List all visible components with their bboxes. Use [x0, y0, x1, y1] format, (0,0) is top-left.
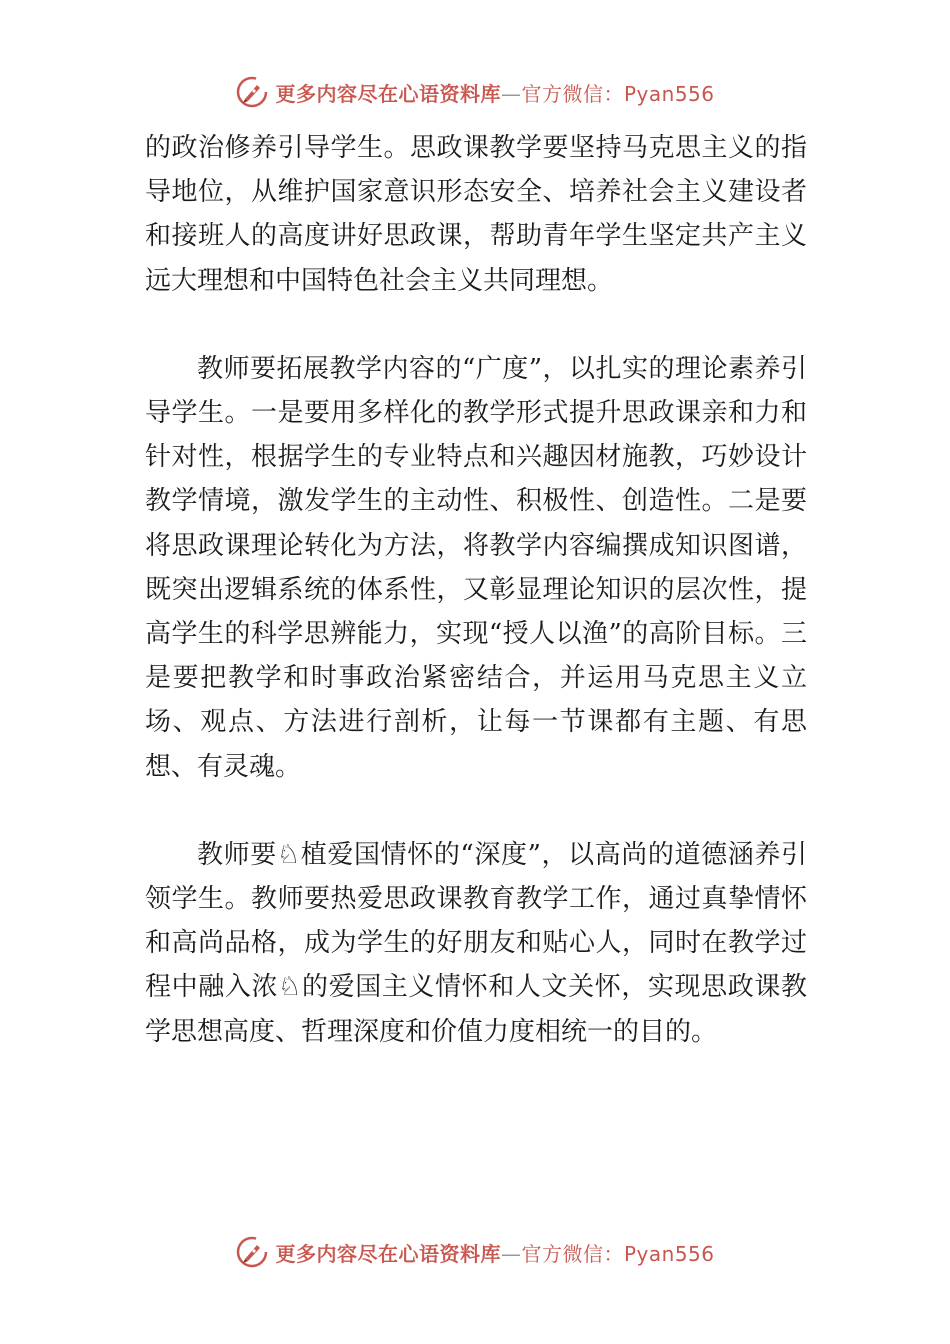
watermark-site: 更多内容尽在心语资料库 — [275, 1241, 501, 1266]
paragraph-1: 的政治修养引导学生。思政课教学要坚持马克思主义的指导地位，从维护国家意识形态安全、培养社会主义建设者和接班人的高度讲好思政课，帮助青年学生坚定共产主义远大理想和中国特色社会主义共同理想。 — [145, 133, 807, 296]
document-body — [145, 126, 807, 1098]
watermark-separator: — — [500, 81, 522, 106]
paragraph-3: 教师要♘植爱国情怀的“深度”，以高尚的道德涵养引领学生。教师要热爱思政课教育教学工作，通过真挚情怀和高尚品格，成为学生的好朋友和贴心人，同时在教学过程中融入浓♘的爱国主义情怀和人文关怀，实现思政课教学思想高度、哲理深度和价值力度相统一的目的。 — [145, 839, 807, 1047]
watermark-separator: — — [500, 1241, 522, 1266]
footer-watermark — [0, 1232, 950, 1272]
watermark-wechat-id: Pyan556 — [623, 1241, 715, 1266]
watermark-label: 官方微信： — [521, 1241, 624, 1266]
pen-nib-logo-icon — [235, 75, 269, 109]
header-watermark — [0, 72, 950, 112]
watermark-site: 更多内容尽在心语资料库 — [275, 81, 501, 106]
pen-nib-logo-icon — [235, 1235, 269, 1269]
watermark-wechat-id: Pyan556 — [623, 81, 715, 106]
watermark-label: 官方微信： — [521, 81, 624, 106]
watermark-text — [275, 78, 714, 107]
paragraph-2: 教师要拓展教学内容的“广度”，以扎实的理论素养引导学生。一是要用多样化的教学形式提升思政课亲和力和针对性，根据学生的专业特点和兴趣因材施教，巧妙设计教学情境，激发学生的主动性、积极性、创造性。二是要将思政课理论转化为方法，将教学内容编撰成知识图谱，既突出逻辑系统的体系性，又彰显理论知识的层次性，提高学生的科学思辨能力，实现“授人以渔”的高阶目标。三是要把教学和时事政治紧密结合，并运用马克思主义立场、观点、方法进行剖析，让每一节课都有主题、有思想、有灵魂。 — [145, 353, 807, 782]
watermark-text — [275, 1238, 714, 1267]
